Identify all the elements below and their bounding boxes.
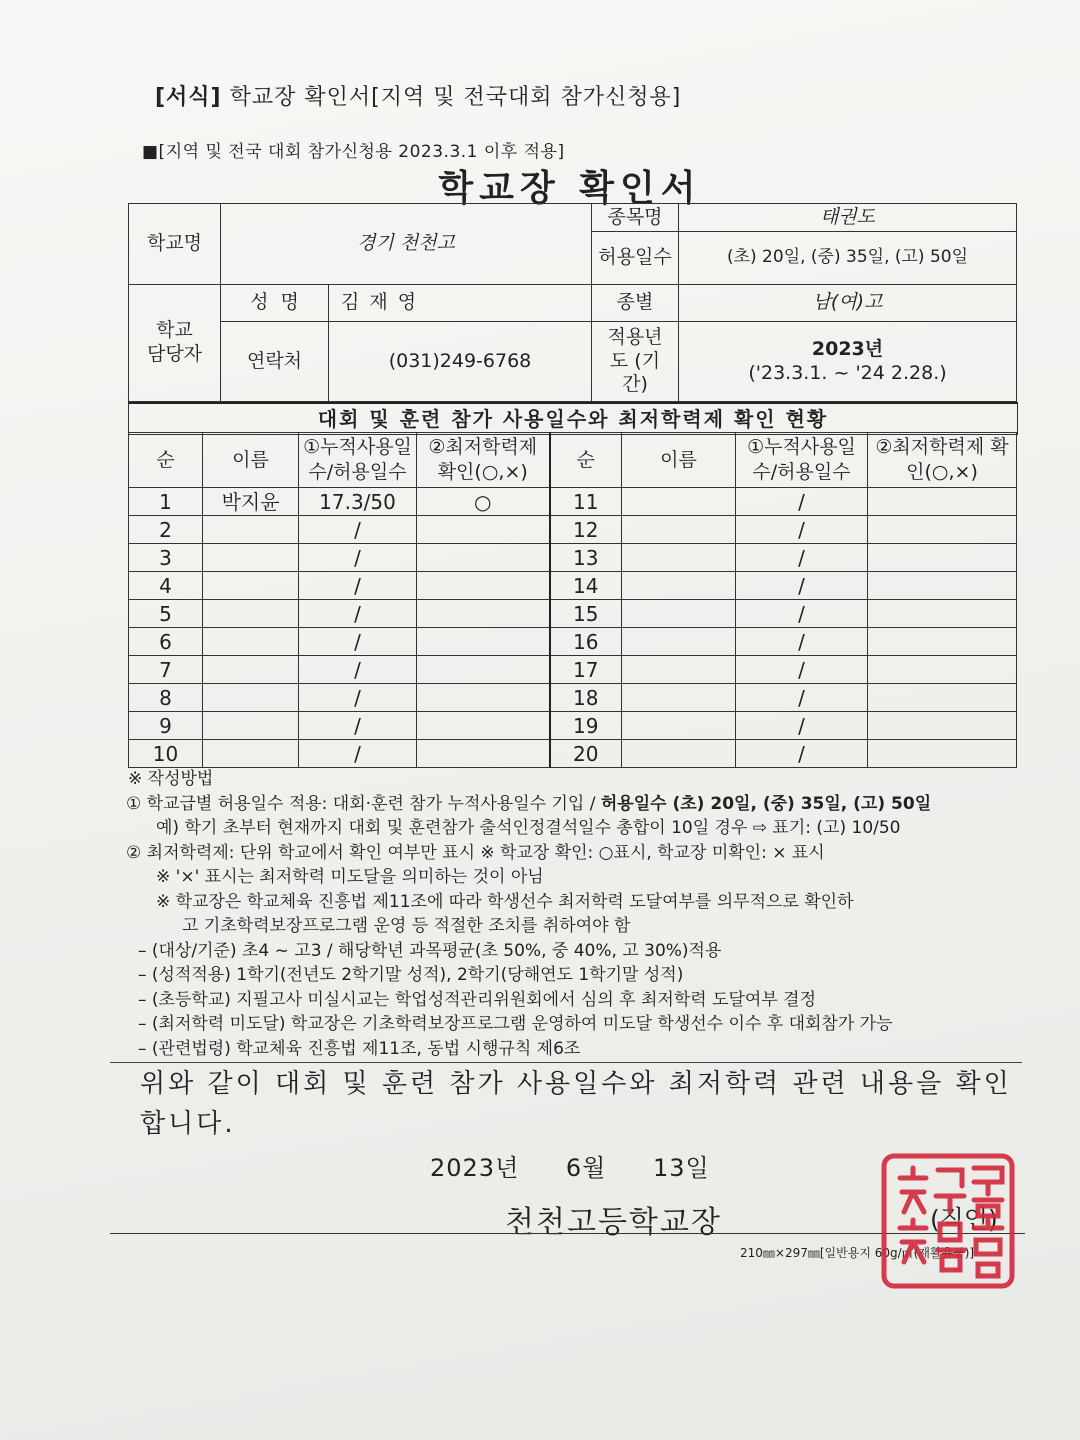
table-row [129, 488, 1017, 516]
detail-1: – (대상/기준) 초4 ~ 고3 / 해당학년 과목평균(초 50%, 중 40%, 고 30%)적용 [138, 940, 722, 961]
row-name-left [203, 572, 299, 600]
row-check-left [417, 740, 550, 768]
row-check-left [417, 628, 550, 656]
section-title: 대회 및 훈련 참가 사용일수와 최저학력제 확인 현황 [128, 402, 1018, 435]
row-check-right [868, 544, 1017, 572]
row-name-right [622, 572, 736, 600]
row-check-left [417, 684, 550, 712]
row-days-left: / [299, 712, 417, 740]
row-no-right: 18 [550, 684, 622, 712]
row-no-right: 11 [550, 488, 622, 516]
header-check-right: ②최저학력제 확인(○,×) [868, 433, 1017, 488]
row-check-left [417, 516, 550, 544]
row-days-right: / [736, 740, 868, 768]
seal-label: (직인) [930, 1205, 998, 1234]
row-no-right: 16 [550, 628, 622, 656]
row-days-left: / [299, 572, 417, 600]
row-no-right: 19 [550, 712, 622, 740]
row-check-left [417, 656, 550, 684]
gender-label: 종별 [592, 285, 679, 322]
row-name-left [203, 628, 299, 656]
row-days-left: / [299, 544, 417, 572]
note-2-b: ※ 학교장은 학교체육 진흥법 제11조에 따라 학생선수 최저학력 도달여부를 의무적으로 확인하 [156, 891, 854, 912]
row-no-right: 12 [550, 516, 622, 544]
row-days-left: / [299, 656, 417, 684]
note-2-a: ※ '×' 표시는 최저학력 미도달을 의미하는 것이 아님 [156, 867, 544, 887]
note-1: ① 학교급별 허용일수 적용: 대회·훈련 참가 누적사용일수 기입 / 허용일수 (초) 20일, (중) 35일, (고) 50일 [126, 793, 932, 814]
row-days-right: / [736, 544, 868, 572]
row-name-right [622, 740, 736, 768]
row-no-left: 5 [129, 600, 203, 628]
detail-4: – (최저학력 미도달) 학교장은 기초학력보장프로그램 운영하여 미도달 학생선수 이수 후 대회참가 가능 [138, 1014, 893, 1034]
row-name-right [622, 684, 736, 712]
row-days-left: 17.3/50 [299, 488, 417, 516]
sport-label: 종목명 [592, 204, 679, 232]
row-days-right: / [736, 684, 868, 712]
table-row [129, 516, 1017, 544]
header-name: 이름 [203, 433, 299, 488]
row-no-right: 20 [550, 740, 622, 768]
form-sub-label: ■[지역 및 전국 대회 참가신청용 2023.3.1 이후 적용] [142, 142, 565, 162]
row-no-left: 4 [129, 572, 203, 600]
manager-name-value: 김 재 영 [329, 285, 592, 322]
row-check-left [417, 712, 550, 740]
detail-5: – (관련법령) 학교체육 진흥법 제11조, 동법 시행규칙 제6조 [138, 1038, 581, 1059]
table-row [129, 544, 1017, 572]
row-days-right: / [736, 488, 868, 516]
row-name-right [622, 488, 736, 516]
row-check-right [868, 488, 1017, 516]
header-days: ①누적사용일수/허용일수 [299, 433, 417, 488]
paper-spec: 210㎜×297㎜[일반용지 60g/㎡(재활용품)] [740, 1246, 975, 1260]
row-name-left [203, 656, 299, 684]
table-row [129, 600, 1017, 628]
date-year: 2023년 [430, 1154, 520, 1182]
row-no-right: 13 [550, 544, 622, 572]
row-days-right: / [736, 656, 868, 684]
apply-period-value: ('23.3.1. ~ '24 2.28.) [748, 361, 947, 384]
row-no-right: 17 [550, 656, 622, 684]
row-name-right [622, 628, 736, 656]
header-check: ②최저학력제 확인(○,×) [417, 433, 550, 488]
row-name-right [622, 712, 736, 740]
row-check-right [868, 740, 1017, 768]
row-name-left [203, 712, 299, 740]
row-name-right [622, 600, 736, 628]
date-day: 13일 [653, 1154, 710, 1182]
header-no: 순 [129, 433, 203, 488]
manager-name-label: 성 명 [221, 285, 329, 322]
table-row [129, 656, 1017, 684]
row-no-left: 2 [129, 516, 203, 544]
row-no-left: 10 [129, 740, 203, 768]
info-table [128, 203, 1017, 402]
row-check-right [868, 572, 1017, 600]
table-header-row [129, 433, 1017, 488]
row-name-left [203, 684, 299, 712]
row-check-right [868, 656, 1017, 684]
divider [110, 1062, 1022, 1063]
row-name-right [622, 516, 736, 544]
row-check-right [868, 628, 1017, 656]
row-check-right [868, 600, 1017, 628]
row-days-right: / [736, 516, 868, 544]
confirmation-text: 위와 같이 대회 및 훈련 참가 사용일수와 최저학력 관련 내용을 확인합니다. [140, 1069, 1012, 1139]
document-title: 학교장 확인서 [438, 168, 702, 209]
issue-date [430, 1148, 710, 1183]
allowed-days-value: (초) 20일, (중) 35일, (고) 50일 [679, 232, 1017, 285]
official-seal [878, 1150, 1018, 1292]
writing-notes [126, 767, 1026, 1061]
row-name-left: 박지윤 [203, 488, 299, 516]
row-no-left: 6 [129, 628, 203, 656]
row-days-right: / [736, 600, 868, 628]
header-days-right: ①누적사용일수/허용일수 [736, 433, 868, 488]
table-row [129, 572, 1017, 600]
note-2-b-cont: 고 기초학력보장프로그램 운영 등 적절한 조치를 취하여야 함 [182, 916, 631, 936]
note-2: ② 최저학력제: 단위 학교에서 확인 여부만 표시 ※ 학교장 확인: ○표시, 학교장 미확인: × 표시 [126, 842, 825, 863]
row-check-right [868, 684, 1017, 712]
detail-3: – (초등학교) 지필고사 미실시교는 학업성적관리위원회에서 심의 후 최저학력 도달여부 결정 [138, 989, 817, 1010]
row-name-right [622, 656, 736, 684]
row-days-left: / [299, 684, 417, 712]
row-check-left: ○ [417, 488, 550, 516]
row-name-left [203, 740, 299, 768]
apply-year-label: 적용년도 (기간) [592, 322, 679, 402]
row-check-right [868, 712, 1017, 740]
gender-value: 남(여)고 [679, 285, 1017, 322]
apply-year-value: 2023년 [811, 337, 884, 360]
row-check-left [417, 572, 550, 600]
contact-label: 연락처 [221, 322, 329, 402]
row-days-right: / [736, 712, 868, 740]
detail-2: – (성적적용) 1학기(전년도 2학기말 성적), 2학기(당해연도 1학기말 성적) [138, 965, 684, 985]
row-check-left [417, 544, 550, 572]
table-row [129, 628, 1017, 656]
header-name-right: 이름 [622, 433, 736, 488]
row-name-right [622, 544, 736, 572]
table-row [129, 712, 1017, 740]
row-days-right: / [736, 628, 868, 656]
notes-heading: ※ 작성방법 [128, 769, 214, 789]
row-check-right [868, 516, 1017, 544]
row-name-left [203, 544, 299, 572]
row-days-left: / [299, 516, 417, 544]
row-no-right: 14 [550, 572, 622, 600]
row-no-left: 7 [129, 656, 203, 684]
row-name-left [203, 600, 299, 628]
note-1-example: 예) 학기 초부터 현재까지 대회 및 훈련참가 출석인정결석일수 총합이 10일 경우 ⇨ 표기: (고) 10/50 [156, 818, 901, 838]
header-no-right: 순 [550, 433, 622, 488]
row-days-left: / [299, 740, 417, 768]
participation-table [128, 432, 1017, 768]
row-no-left: 9 [129, 712, 203, 740]
row-no-right: 15 [550, 600, 622, 628]
row-no-left: 1 [129, 488, 203, 516]
contact-value: (031)249-6768 [329, 322, 592, 402]
row-name-left [203, 516, 299, 544]
row-days-right: / [736, 572, 868, 600]
row-check-left [417, 600, 550, 628]
principal-title: 천천고등학교장 [505, 1205, 722, 1240]
school-name-label: 학교명 [129, 204, 221, 285]
school-name-value: 경기 천천고 [221, 204, 592, 285]
apply-year-cell [679, 322, 1017, 402]
allowed-days-label: 허용일수 [592, 232, 679, 285]
row-no-left: 3 [129, 544, 203, 572]
date-month: 6월 [565, 1154, 607, 1182]
form-label: [서식] 학교장 확인서[지역 및 전국대회 참가신청용] [155, 85, 682, 110]
row-days-left: / [299, 628, 417, 656]
table-row [129, 684, 1017, 712]
table-row [129, 740, 1017, 768]
row-days-left: / [299, 600, 417, 628]
sport-value: 태권도 [679, 204, 1017, 232]
row-no-left: 8 [129, 684, 203, 712]
manager-label: 학교 담당자 [129, 285, 221, 402]
